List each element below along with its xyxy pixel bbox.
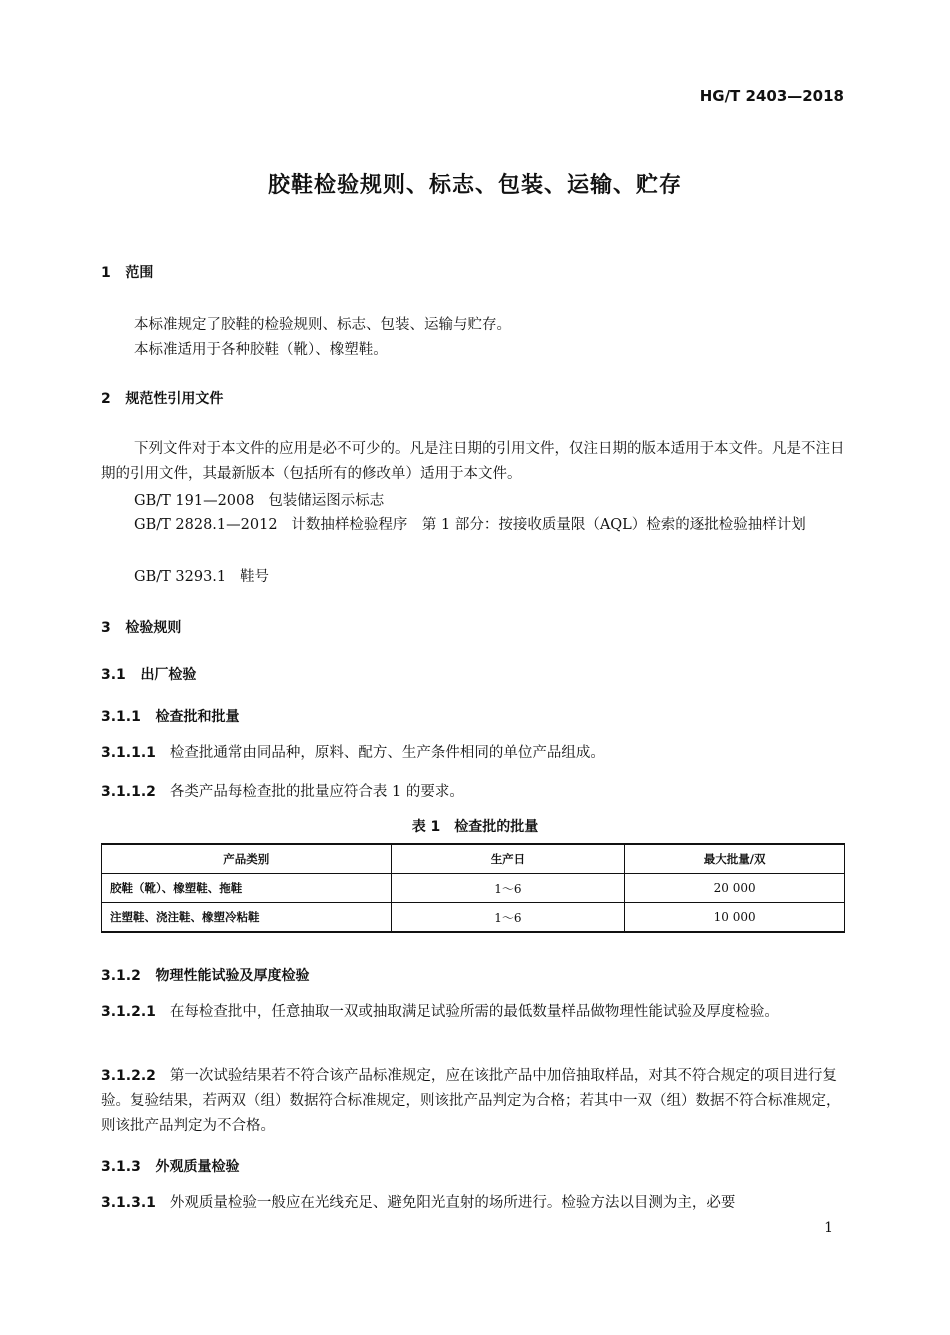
reference-code: GB/T 191—2008 <box>134 493 255 509</box>
clause-text: 检查批通常由同品种，原料、配方、生产条件相同的单位产品组成。 <box>169 745 605 761</box>
batch-size-table <box>101 843 845 933</box>
section-number: 3 <box>101 620 111 636</box>
standard-number: HG/T 2403—2018 <box>699 87 844 105</box>
table-cell: 20 000 <box>625 874 845 903</box>
section-3-heading <box>101 617 181 637</box>
section-title: 范围 <box>125 265 154 281</box>
reference-entry <box>134 565 269 586</box>
clause-number: 3.1.2.2 <box>101 1068 156 1084</box>
reference-code: GB/T 2828.1—2012 <box>134 517 278 533</box>
table-header-row <box>102 844 845 874</box>
clause <box>101 1064 845 1139</box>
paragraph: 下列文件对于本文件的应用是必不可少的。凡是注日期的引用文件，仅注日期的版本适用于本文件。凡是不注日期的引用文件，其最新版本（包括所有的修改单）适用于本文件。 <box>101 441 845 482</box>
table-cell: 注塑鞋、浇注鞋、橡塑冷粘鞋 <box>102 903 392 933</box>
clause-number: 3.1.3.1 <box>101 1195 156 1211</box>
reference-entry <box>134 489 384 510</box>
section-number: 2 <box>101 391 111 407</box>
section-2-heading <box>101 388 223 408</box>
section-title: 规范性引用文件 <box>125 391 224 407</box>
column-header: 最大批量/双 <box>625 844 845 874</box>
clause <box>101 1000 845 1025</box>
table-caption: 表 1 检查批的批量 <box>411 819 539 835</box>
section-number: 3.1.1 <box>101 709 141 725</box>
section-title: 出厂检验 <box>140 667 197 683</box>
table-cell: 10 000 <box>625 903 845 933</box>
section-title: 外观质量检验 <box>155 1159 240 1175</box>
section-number: 3.1.3 <box>101 1159 141 1175</box>
clause <box>101 1191 845 1216</box>
subsection-heading <box>101 706 240 726</box>
clause-text: 各类产品每检查批的批量应符合表 1 的要求。 <box>169 784 464 800</box>
table-cell: 1～6 <box>391 874 625 903</box>
clause-number: 3.1.1.1 <box>101 745 156 761</box>
reference-title: 计数抽样检验程序 第 1 部分：按接收质量限（AQL）检索的逐批检验抽样计划 <box>291 517 806 533</box>
section-title: 物理性能试验及厚度检验 <box>155 968 310 984</box>
document-title: 胶鞋检验规则、标志、包装、运输、贮存 <box>267 173 682 198</box>
subsection-heading <box>101 664 196 684</box>
column-header: 产品类别 <box>102 844 392 874</box>
subsection-heading <box>101 1156 240 1176</box>
clause-number: 3.1.1.2 <box>101 784 156 800</box>
paragraph: 本标准规定了胶鞋的检验规则、标志、包装、运输与贮存。 <box>134 317 511 333</box>
paragraph: 本标准适用于各种胶鞋（靴）、橡塑鞋。 <box>134 342 388 358</box>
reference-title: 鞋号 <box>239 569 269 585</box>
table-row <box>102 874 845 903</box>
section-1-heading <box>101 262 153 282</box>
section-number: 3.1.2 <box>101 968 141 984</box>
section-number: 1 <box>101 265 111 281</box>
clause-text: 外观质量检验一般应在光线充足、避免阳光直射的场所进行。检验方法以目测为主，必要 <box>169 1195 736 1211</box>
page-number: 1 <box>824 1220 833 1236</box>
column-header: 生产日 <box>391 844 625 874</box>
table-row <box>102 903 845 933</box>
clause-text: 第一次试验结果若不符合该产品标准规定，应在该批产品中加倍抽取样品，对其不符合规定的项目进行复验。复验结果，若两双（组）数据符合标准规定，则该批产品判定为合格；若其中一双（组）数据不符合标准规定，则该批产品判定为不合格。 <box>101 1068 841 1134</box>
section-number: 3.1 <box>101 667 126 683</box>
clause-number: 3.1.2.1 <box>101 1004 156 1020</box>
clause <box>101 780 845 805</box>
table-cell: 1～6 <box>391 903 625 933</box>
clause <box>101 741 845 766</box>
reference-entry <box>101 513 845 538</box>
clause-text: 在每检查批中，任意抽取一双或抽取满足试验所需的最低数量样品做物理性能试验及厚度检验。 <box>169 1004 779 1020</box>
subsection-heading <box>101 965 310 985</box>
reference-code: GB/T 3293.1 <box>134 569 227 585</box>
section-title: 检查批和批量 <box>155 709 240 725</box>
reference-title: 包装储运图示标志 <box>268 493 385 509</box>
table-cell: 胶鞋（靴）、橡塑鞋、拖鞋 <box>102 874 392 903</box>
section-title: 检验规则 <box>125 620 182 636</box>
